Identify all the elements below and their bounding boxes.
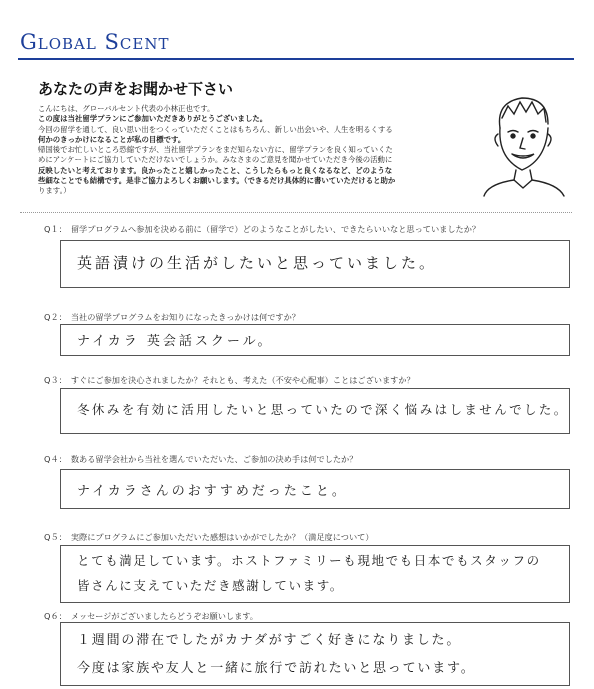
intro-line: 些細なことでも結構です。是非ご協力よろしくお願いします。（できるだけ具体的に書いていただけると助か (38, 176, 396, 186)
handwritten-answer: 冬休みを有効に活用したいと思っていたので深く悩みはしませんでした。 (77, 402, 569, 417)
question-number: Q２： (44, 312, 67, 322)
question-1 (44, 224, 480, 235)
question-text: メッセージがございましたらどうぞお願いします。 (70, 611, 258, 621)
handwritten-answer: とても満足しています。ホストファミリーも現地でも日本でもスタッフの (77, 553, 541, 568)
question-text: 留学プログラムへ参加を決める前に（留学で）どのようなことがしたい、できたらいいなと思っていましたか？ (70, 224, 481, 234)
question-number: Q１： (44, 224, 67, 234)
intro-line: 今回の留学を通して、良い思い出をつくっていただくことはもちろん、新しい出会いや、人生を明るくする (38, 124, 393, 134)
question-number: Q３： (44, 375, 67, 385)
intro-line: この度は当社留学プランにご参加いただきありがとうございました。 (38, 114, 268, 124)
handwritten-answer: ナイカラさんのおすすめだったこと。 (77, 484, 348, 499)
answer-box-5 (60, 545, 570, 603)
question-number: Q５： (44, 532, 67, 542)
question-2 (44, 312, 300, 323)
question-text: すぐにご参加を決心されましたか？それとも、考えた（不安や心配事）ことはございますか？ (70, 375, 415, 385)
question-number: Q４： (44, 454, 67, 464)
intro-line: 何かのきっかけになることが私の目標です。 (38, 134, 186, 144)
question-text: 数ある留学会社から当社を選んでいただいた、ご参加の決め手は何でしたか？ (70, 454, 358, 464)
section-divider (20, 212, 572, 213)
handwritten-answer: 今度は家族や友人と一緒に旅行で訪れたいと思っています。 (77, 661, 476, 676)
question-number: Q６： (44, 611, 67, 621)
question-text: 実際にプログラムにご参加いただいた感想はいかがでしたか？（満足度について） (70, 532, 374, 542)
answer-box-3 (60, 388, 570, 434)
intro-line: 反映したいと考えております。良かったこと嬉しかったこと、こうしたらもっと良くなるなど、どのような (38, 165, 393, 175)
question-3 (44, 375, 415, 386)
answer-box-2 (60, 324, 570, 356)
intro-text (38, 104, 463, 197)
intro-line: ります。） (38, 186, 71, 196)
intro-line: 帰国後でお忙しいところ恐縮ですが、当社留学プランをまだ知らない方に、留学プランを良く知っていくた (38, 145, 393, 155)
handwritten-answer: 英語漬けの生活がしたいと思っていました。 (77, 254, 438, 272)
handwritten-answer: 皆さんに支えていただき感謝しています。 (77, 578, 344, 593)
question-4 (44, 454, 357, 465)
answer-box-4 (60, 469, 570, 509)
intro-line: めにアンケートにご協力していただけないでしょうか。みなさまのご意見を聞かせていただき今後の活動に (38, 155, 393, 165)
brand-rule (18, 58, 574, 60)
question-6 (44, 611, 258, 622)
intro-line: こんにちは、グローバルセント代表の小林正也です。 (38, 104, 215, 113)
handwritten-answer: １週間の滞在でしたがカナダがすごく好きになりました。 (77, 633, 462, 648)
answer-box-6 (60, 622, 570, 686)
question-text: 当社の留学プログラムをお知りになったきっかけは何ですか？ (70, 312, 300, 322)
page-title: あなたの声をお聞かせ下さい (38, 80, 234, 98)
handwritten-answer: ナイカラ 英会話スクール。 (77, 334, 274, 349)
question-5 (44, 532, 374, 543)
answer-box-1 (60, 240, 570, 288)
caricature-portrait (478, 88, 568, 198)
brand-logo: Global Scent (20, 30, 170, 54)
